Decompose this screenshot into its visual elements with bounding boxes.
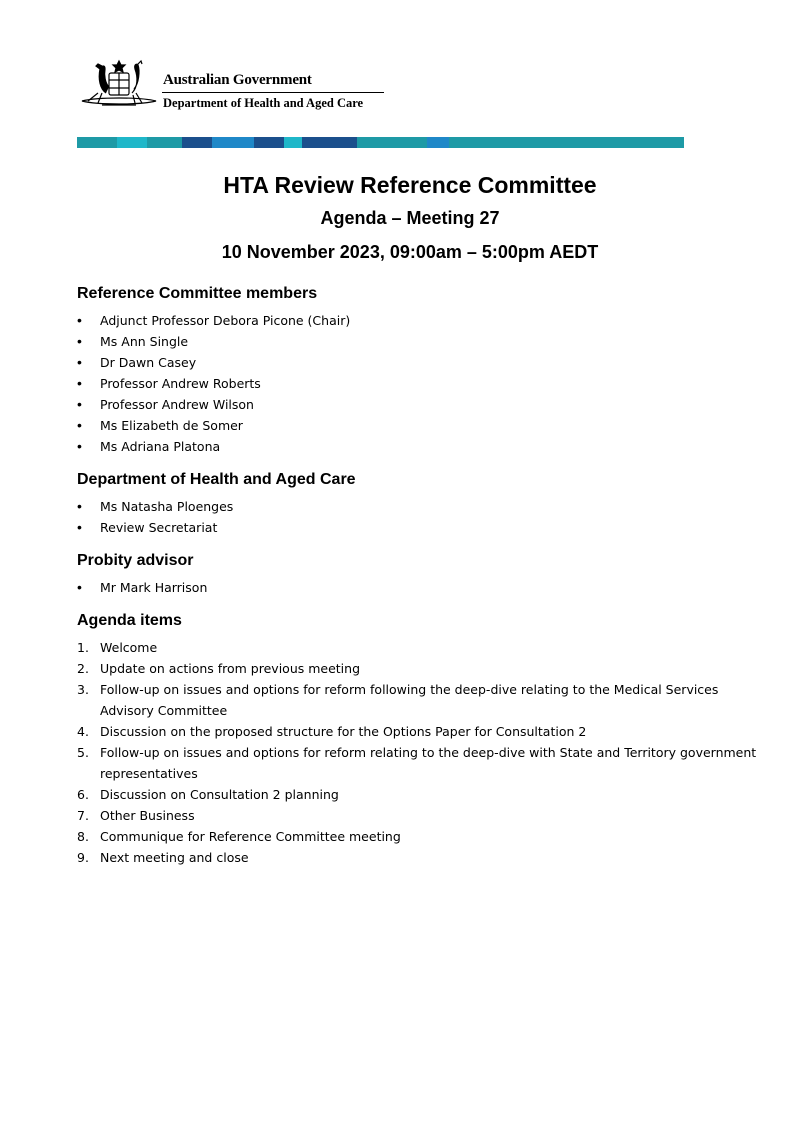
probity-list xyxy=(77,577,757,598)
agenda-item xyxy=(77,742,757,784)
agenda-item xyxy=(77,784,757,805)
agenda-item-number: 7. xyxy=(77,808,89,823)
agenda-item-number: 2. xyxy=(77,661,89,676)
agenda-item-text: Update on actions from previous meeting xyxy=(100,661,361,676)
list-item: • Ms Elizabeth de Somer xyxy=(77,415,757,436)
list-item: • Ms Ann Single xyxy=(77,331,757,352)
agenda-item-text: Welcome xyxy=(100,640,158,655)
members-heading: Reference Committee members xyxy=(77,285,318,302)
agenda-item-text: Discussion on Consultation 2 planning xyxy=(100,787,339,802)
department-heading: Department of Health and Aged Care xyxy=(77,471,356,488)
agenda-item-text: Next meeting and close xyxy=(100,850,249,865)
color-banner xyxy=(77,137,684,148)
agenda-item-number: 6. xyxy=(77,787,89,802)
meeting-date: 10 November 2023, 09:00am – 5:00pm AEDT xyxy=(221,242,599,262)
list-item: • Dr Dawn Casey xyxy=(77,352,757,373)
list-item: • Ms Natasha Ploenges xyxy=(77,496,757,517)
agenda-item xyxy=(77,637,757,658)
government-header xyxy=(78,55,398,125)
list-item: • Professor Andrew Wilson xyxy=(77,394,757,415)
agenda-heading: Agenda items xyxy=(77,612,182,629)
agenda-item-text: Follow-up on issues and options for reform following the deep-dive relating to the Medical Services Advisory Committee xyxy=(100,682,719,718)
list-item: • Ms Adriana Platona xyxy=(77,436,757,457)
document-subtitle: Agenda – Meeting 27 xyxy=(320,208,500,228)
agenda-content xyxy=(77,284,757,881)
department-list xyxy=(77,496,757,538)
coat-of-arms-logo xyxy=(78,55,160,117)
agenda-item-text: Follow-up on issues and options for reform relating to the deep-dive with State and Territory government representatives xyxy=(100,745,757,781)
department-name: Department of Health and Aged Care xyxy=(163,96,364,110)
document-title: HTA Review Reference Committee xyxy=(223,172,597,198)
title-block xyxy=(0,170,800,263)
agenda-item-text: Communique for Reference Committee meeting xyxy=(100,829,401,844)
members-list xyxy=(77,310,757,457)
agenda-list xyxy=(77,637,757,868)
list-item: • Adjunct Professor Debora Picone (Chair) xyxy=(77,310,757,331)
agenda-item xyxy=(77,805,757,826)
agenda-item-number: 1. xyxy=(77,640,89,655)
list-item: • Professor Andrew Roberts xyxy=(77,373,757,394)
list-item: • Mr Mark Harrison xyxy=(77,577,757,598)
agenda-item xyxy=(77,658,757,679)
agenda-item xyxy=(77,721,757,742)
agenda-item-text: Discussion on the proposed structure for the Options Paper for Consultation 2 xyxy=(100,724,587,739)
agenda-item-text: Other Business xyxy=(100,808,195,823)
agenda-item-number: 3. xyxy=(77,682,89,697)
agenda-item xyxy=(77,847,757,868)
agenda-item xyxy=(77,679,757,721)
agenda-item xyxy=(77,826,757,847)
agenda-item-number: 9. xyxy=(77,850,89,865)
header-divider xyxy=(162,92,384,93)
agenda-item-number: 5. xyxy=(77,745,89,760)
probity-heading: Probity advisor xyxy=(77,552,194,569)
agenda-item-number: 8. xyxy=(77,829,89,844)
agenda-item-number: 4. xyxy=(77,724,89,739)
government-name: Australian Government xyxy=(163,72,312,88)
list-item: • Review Secretariat xyxy=(77,517,757,538)
